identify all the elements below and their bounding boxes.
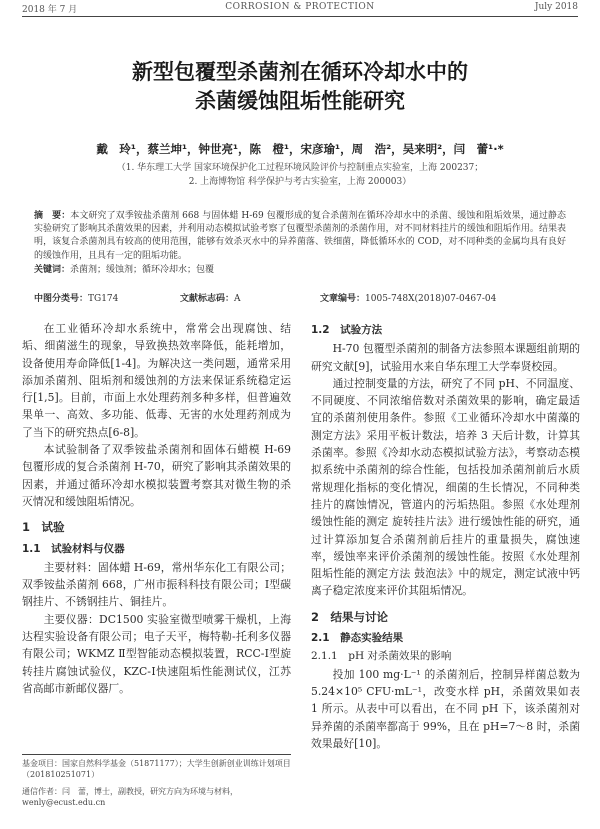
clc-value: TG174 (88, 294, 119, 304)
section-heading-2-1: 2.1 静态实验结果 (311, 632, 404, 645)
document-code (180, 291, 241, 304)
section-heading-1-1: 1.1 试验材料与仪器 (22, 542, 125, 555)
paper-title-line-2: 杀菌缓蚀阻垢性能研究 (195, 89, 405, 113)
abstract-block (34, 210, 566, 277)
ph-paragraph: 投加 100 mg·L⁻¹ 的杀菌剂后，控制异样菌总数为 5.24×10⁵ CFU·mL⁻¹，改变水样 pH，杀菌效果如表 1 所示。从表中可以看出，在不同 pH 下，该杀菌剂对异养菌的杀菌率都高于 99%，且在 pH=7～8 时，杀菌效果最好[10]。 (311, 667, 580, 750)
paper-title-line-1: 新型包覆型杀菌剂在循环冷却水中的 (132, 60, 468, 84)
instruments-paragraph: 主要仪器：DC1500 实验室微型喷雾干燥机，上海达程实验设备有限公司；电子天平，梅特勒-托利多仪器有限公司；WKMZ Ⅱ型智能动态模拟装置，RCC-Ⅰ型旋转挂片腐蚀试验仪，KZC-Ⅰ快速阻垢性能测试仪，江苏省高邮市新邮仪器厂。 (22, 612, 291, 695)
paper-title (20, 58, 580, 116)
keywords-label: 关键词： (34, 264, 71, 275)
clc-number (34, 291, 118, 304)
keywords-line (34, 264, 566, 277)
right-column (311, 320, 580, 752)
header-journal: CORROSION & PROTECTION (225, 2, 375, 12)
article-number-label: 文章编号： (320, 294, 366, 304)
affiliation-line-2: 2. 上海博物馆 科学保护与考古实验室，上海 200003） (188, 177, 412, 187)
running-header (22, 2, 578, 17)
funding-footnote: 基金项目：国家自然科学基金（51871177）；大学生创新创业训练计划项目（201810251071） (22, 759, 291, 779)
header-date: 2018 年 7 月 (22, 5, 78, 15)
article-number-value: 1005-748X(2018)07-0467-04 (365, 294, 497, 304)
footnote-divider (22, 754, 291, 755)
keywords-text: 杀菌剂；缓蚀剂；循环冷却水；包覆 (70, 264, 215, 275)
doc-code-label: 文献标志码： (180, 294, 235, 304)
left-column (22, 320, 291, 697)
abstract-label: 摘 要： (34, 211, 71, 221)
article-number (320, 291, 496, 304)
method-paragraph-2: 通过控制变量的方法，研究了不同 pH、不同温度、不同硬度、不同浓缩倍数对杀菌效果的影响，确定最适宜的杀菌剂使用条件。参照《工业循环冷却水中菌藻的测定方法》采用平板计数法，培养 3 天后计数，计算其杀菌率。参照《冷却水动态模拟试验方法》，考察动态模拟系统中杀菌剂的综合性能，包括投加杀菌剂前后水质常规理化指标的变化情况，细菌的生长情况，不同种类挂片的腐蚀情况，管道内的污垢热阻。参照《水处理剂缓蚀性能的测定 旋转挂片法》进行缓蚀性能的研究，通过计算添加复合杀菌剂前后挂片的重量损失，腐蚀速率，缓蚀率来评价杀菌剂的缓蚀性能。按照《水处理剂阻垢性能的测定方法 鼓泡法》中的规定，测定试液中钙离子稳定浓度来评价其阻垢情况。 (311, 376, 580, 598)
intro-paragraph-1: 在工业循环冷却水系统中，常常会出现腐蚀、结垢、细菌滋生的现象，导致换热效率降低，能耗增加，设备使用寿命降低[1-4]。为解决这一类问题，通常采用添加杀菌剂、阻垢剂和缓蚀剂的方法来保证系统稳定运行[1,5]。目前，市面上水处理药剂多种多样，但普遍效果单一、高效、多功能、低毒、无害的水处理药剂成为了当下的研究热点[6-8]。 (22, 322, 291, 439)
section-heading-1: 1 试验 (22, 520, 65, 535)
abstract-text: 本文研究了双季铵盐杀菌剂 668 与固体蜡 H-69 包覆形成的复合杀菌剂在循环冷却水中的杀菌、缓蚀和阻垢效果，通过静态实验研究了影响其杀菌效果的因素，并利用动态模拟试验考察了包覆型杀菌剂的杀菌作用，对不同材料挂片的缓蚀和阻垢作用。结果表明，该复合杀菌剂具有较高的使用范围，能够有效杀灭水中的异养菌落、铁细菌，降低循环水的 COD，对不同种类的金属均具有良好的缓蚀作用，且具有一定的阻垢功能。 (34, 211, 566, 261)
method-paragraph-1: H-70 包覆型杀菌剂的制备方法参照本课题组前期的研究文献[9]，试验用水来自华东理工大学奉贤校园。 (311, 342, 580, 373)
materials-paragraph: 主要材料：固体蜡 H-69，常州华东化工有限公司；双季铵盐杀菌剂 668，广州市振科科技有限公司；Ⅰ型碳钢挂片、不锈钢挂片、铜挂片。 (22, 560, 291, 609)
doc-code-value: A (234, 294, 241, 304)
section-heading-2: 2 结果与讨论 (311, 609, 389, 624)
clc-label: 中图分类号： (34, 294, 89, 304)
section-heading-1-2: 1.2 试验方法 (311, 324, 383, 336)
affiliation-line-1: （1. 华东理工大学 国家环境保护化工过程环境风险评价与控制重点实验室，上海 200237； (116, 163, 484, 173)
author-list: 戴 玲¹，蔡兰坤¹，钟世亮¹，陈 橙¹，宋彦瑜¹，周 浩²，吴来明²，闫 蕾¹·* (96, 142, 504, 156)
contact-footnote: 通信作者：闫 蕾，博士，副教授，研究方向为环境与材料，wenly@ecust.edu.cn (22, 787, 238, 807)
intro-paragraph-2: 本试验制备了双季铵盐杀菌剂和固体石蜡模 H-69 包覆形成的复合杀菌剂 H-70，研究了影响其杀菌效果的因素，并通过循环冷却水模拟装置考察其对微生物的杀灭情况和缓蚀阻垢情况。 (22, 443, 291, 508)
section-heading-2-1-1: 2.1.1 pH 对杀菌效果的影响 (311, 650, 452, 663)
header-date-en: July 2018 (534, 2, 578, 12)
